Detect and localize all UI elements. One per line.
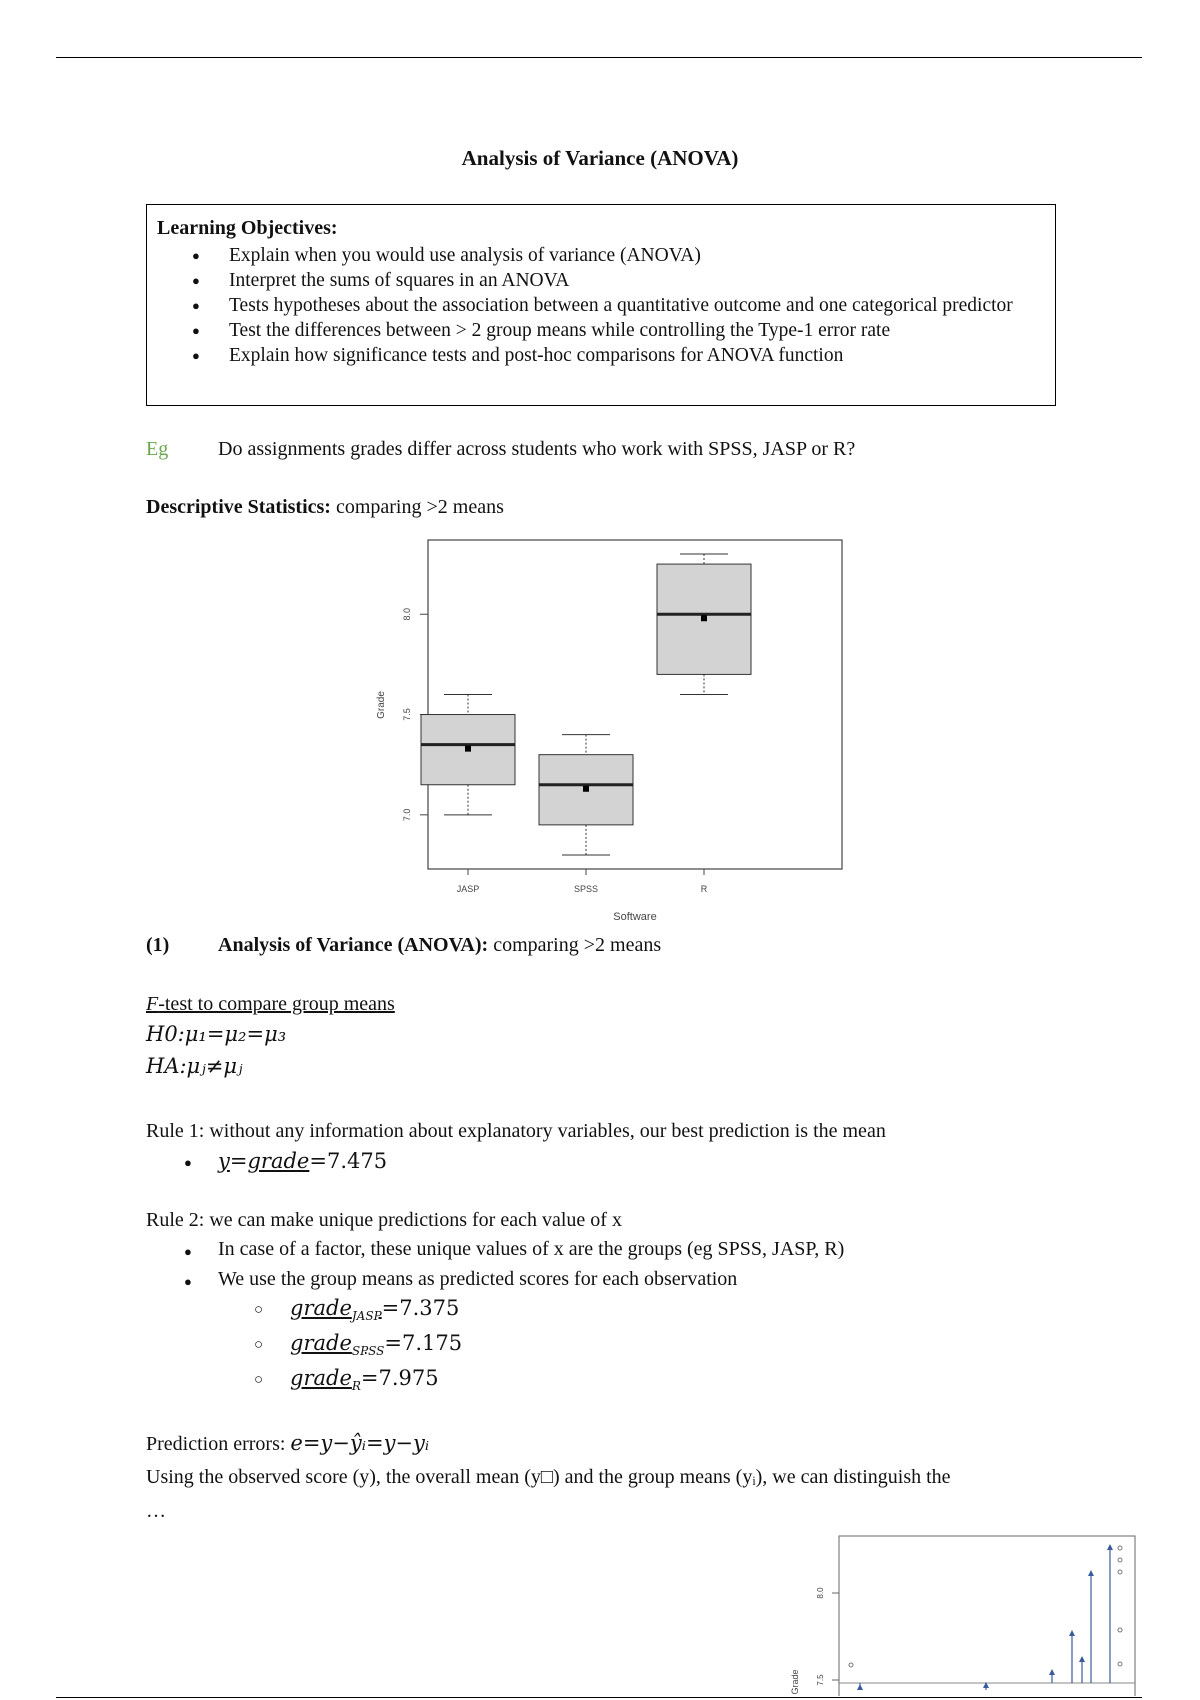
section-heading-line <box>218 934 661 957</box>
learning-objectives-box <box>146 204 1056 406</box>
bottom-rule <box>56 1697 1142 1698</box>
data-point <box>1118 1570 1122 1574</box>
circle-bullet-icon: ○ <box>254 1337 264 1353</box>
ftest-title <box>146 993 395 1016</box>
rule2-bullet: In case of a factor, these unique values of x are the groups (eg SPSS, JASP, R) <box>218 1238 845 1260</box>
x-tick-label: SPSS <box>573 884 599 894</box>
group-mean-spss <box>290 1331 462 1358</box>
residual-arrowhead <box>1107 1544 1113 1550</box>
prediction-description: Using the observed score (y), the overall mean (y□) and the group means (yᵢ), we can distinguish the <box>146 1466 951 1488</box>
objective-item: ● Test the differences between > 2 group means while controlling the Type-1 error rate <box>147 318 1047 343</box>
y-axis-label: Grade <box>376 691 387 719</box>
section-number: (1) <box>146 934 170 956</box>
group-mean-value: =7.175 <box>384 1331 463 1355</box>
circle-bullet-icon: ○ <box>254 1372 264 1388</box>
descriptives-heading-line <box>146 496 504 519</box>
x-tick-label: JASP <box>456 884 480 894</box>
y-tick-label: 7.0 <box>402 808 412 822</box>
objective-item: ● Explain when you would use analysis of variance (ANOVA) <box>147 243 1047 268</box>
y-tick-label: 7.5 <box>402 708 412 721</box>
y-tick-label: 8.0 <box>402 607 412 621</box>
data-point <box>1118 1546 1122 1550</box>
equals-sign: = <box>229 1149 248 1173</box>
mean-marker <box>701 615 707 621</box>
mean-marker <box>583 786 589 792</box>
data-point <box>1118 1558 1122 1562</box>
prediction-errors-formula: e=y−ŷᵢ=y−yᵢ <box>290 1431 430 1455</box>
circle-bullet-icon: ○ <box>254 1302 264 1318</box>
section-heading-text: comparing >2 means <box>488 934 662 956</box>
data-point <box>1118 1628 1122 1632</box>
descriptives-heading: Descriptive Statistics: <box>146 496 331 518</box>
y-axis-label: Grade <box>790 1669 800 1695</box>
x-tick-label: R <box>700 884 708 894</box>
residual-arrowhead <box>1049 1669 1055 1675</box>
rule1-formula <box>218 1149 387 1173</box>
data-point <box>849 1663 853 1667</box>
rule2-bullet: We use the group means as predicted scores for each observation <box>218 1268 738 1290</box>
group-mean-name: grade$_R$ <box>290 1366 361 1394</box>
data-point <box>1118 1662 1122 1666</box>
residual-arrowhead <box>857 1684 863 1690</box>
residual-arrowhead <box>1088 1570 1094 1576</box>
residual-arrowhead <box>1079 1656 1085 1662</box>
group-mean-name: grade$_{JASP}$ <box>290 1296 382 1324</box>
boxplot-chart <box>340 535 860 930</box>
residual-plot <box>780 1530 1160 1696</box>
alternative-hypothesis: HA:μⱼ≠μⱼ <box>146 1054 243 1078</box>
x-axis-label: Software <box>613 911 657 923</box>
objective-item: ● Explain how significance tests and post-hoc comparisons for ANOVA function <box>147 343 1047 368</box>
group-mean-r <box>290 1366 439 1393</box>
y-bar: y <box>218 1149 230 1173</box>
group-mean-name: grade$_{SPSS}$ <box>290 1331 385 1359</box>
y-tick-label: 7.5 <box>816 1674 825 1686</box>
objective-item: ● Interpret the sums of squares in an ANOVA <box>147 268 1047 293</box>
mean-marker <box>465 746 471 752</box>
residual-arrowhead <box>1069 1630 1075 1636</box>
objectives-list <box>147 243 1047 368</box>
objectives-heading: Learning Objectives: <box>157 217 338 239</box>
y-tick-label: 8.0 <box>816 1587 825 1599</box>
rule1-text: Rule 1: without any information about explanatory variables, our best prediction is the mean <box>146 1120 886 1142</box>
rule2-text: Rule 2: we can make unique predictions for each value of x <box>146 1209 622 1231</box>
plot-frame <box>428 540 842 869</box>
top-rule <box>56 57 1142 58</box>
null-hypothesis: H0:μ₁=μ₂=μ₃ <box>146 1022 287 1046</box>
bullet-icon: ● <box>184 1244 192 1259</box>
page-title: Analysis of Variance (ANOVA) <box>461 146 739 170</box>
section-heading: Analysis of Variance (ANOVA): <box>218 934 489 956</box>
bullet-icon: ● <box>184 1274 192 1289</box>
objective-item: ● Tests hypotheses about the association between a quantitative outcome and one categorical predictor <box>147 293 1047 318</box>
group-mean-value: =7.975 <box>360 1366 439 1390</box>
prediction-errors-label: Prediction errors: <box>146 1433 291 1455</box>
example-tag: Eg <box>146 438 169 460</box>
ellipsis: … <box>146 1500 166 1522</box>
group-mean-jasp <box>290 1296 459 1323</box>
descriptives-text: comparing >2 means <box>330 496 504 518</box>
bullet-icon: ● <box>184 1155 192 1170</box>
grade-bar: grade <box>247 1149 310 1173</box>
prediction-errors-line <box>146 1431 429 1456</box>
ftest-rest: -test to compare group means <box>158 993 395 1015</box>
example-question: Do assignments grades differ across students who work with SPSS, JASP or R? <box>218 438 856 460</box>
ftest-letter: F <box>146 993 159 1015</box>
overall-mean-value: =7.475 <box>309 1149 388 1173</box>
group-mean-value: =7.375 <box>381 1296 460 1320</box>
